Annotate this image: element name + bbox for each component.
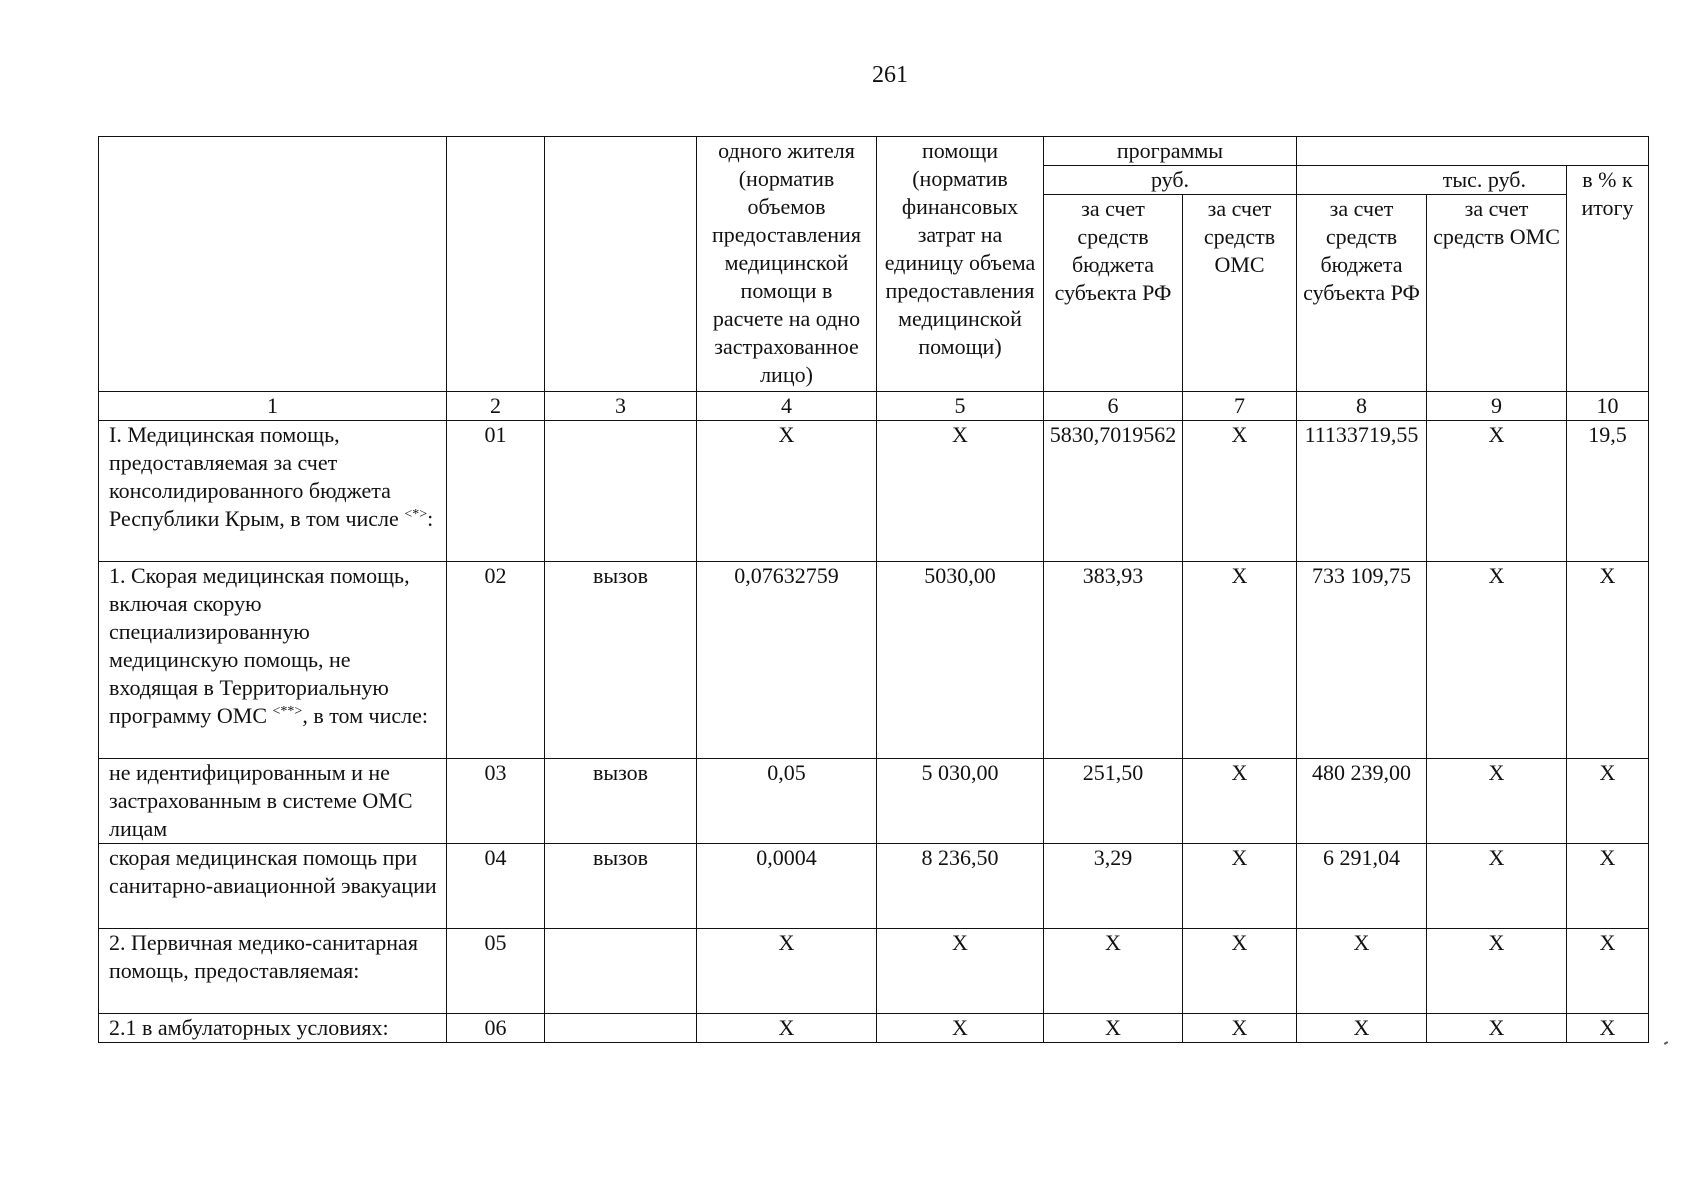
row-c8: 733 109,75	[1297, 562, 1427, 759]
row-c9: X	[1427, 1014, 1567, 1043]
header-program: программы	[1044, 137, 1297, 166]
row-label: 1. Скорая медицинская помощь, включая скорую специализированную медицинскую помощь, не входящая в Территориальную программу ОМС <**>, в том числе:	[99, 562, 447, 759]
row-c6: X	[1044, 1014, 1183, 1043]
col-number: 1	[99, 392, 447, 421]
row-c4: 0,05	[697, 759, 877, 844]
header-c9: за счет средств ОМС	[1427, 195, 1567, 392]
row-unit: вызов	[545, 759, 697, 844]
header-col5: помощи (норматив финансовых затрат на единицу объема предоставления медицинской помощи)	[877, 137, 1044, 392]
scan-mark	[1664, 1041, 1668, 1045]
col-number: 3	[545, 392, 697, 421]
header-rub: руб.	[1044, 166, 1297, 195]
row-c5: 8 236,50	[877, 844, 1044, 929]
row-c8: X	[1297, 1014, 1427, 1043]
row-c7: X	[1183, 421, 1297, 562]
row-c8: 480 239,00	[1297, 759, 1427, 844]
header-blank-col3	[545, 137, 697, 392]
row-code: 05	[447, 929, 545, 1014]
header-thous-rub: тыс. руб.	[1297, 166, 1567, 195]
row-c4: X	[697, 929, 877, 1014]
col-number: 5	[877, 392, 1044, 421]
table-row	[99, 562, 1649, 759]
row-c5: X	[877, 929, 1044, 1014]
row-c9: X	[1427, 929, 1567, 1014]
col-number: 6	[1044, 392, 1183, 421]
row-c7: X	[1183, 562, 1297, 759]
row-code: 02	[447, 562, 545, 759]
row-unit: вызов	[545, 562, 697, 759]
header-blank-col1	[99, 137, 447, 392]
row-unit	[545, 421, 697, 562]
header-pct: в % к итогу	[1567, 166, 1649, 392]
row-c9: X	[1427, 759, 1567, 844]
footnote-marker: <*>	[404, 507, 428, 522]
row-c8: 6 291,04	[1297, 844, 1427, 929]
header-col4: одного жителя (норматив объемов предоставления медицинской помощи в расчете на одно застрахованное лицо)	[697, 137, 877, 392]
row-c4: 0,0004	[697, 844, 877, 929]
row-c5: X	[877, 421, 1044, 562]
table-row	[99, 421, 1649, 562]
row-label: не идентифицированным и не застрахованным в системе ОМС лицам	[99, 759, 447, 844]
budget-table	[98, 136, 1649, 1043]
row-label: 2. Первичная медико-санитарная помощь, предоставляемая:	[99, 929, 447, 1014]
header-blank-right	[1297, 137, 1649, 166]
row-label: 2.1 в амбулаторных условиях:	[99, 1014, 447, 1043]
row-c10: X	[1567, 929, 1649, 1014]
row-c10: X	[1567, 562, 1649, 759]
footnote-marker: <**>	[272, 704, 303, 719]
row-c6: X	[1044, 929, 1183, 1014]
header-row-1	[99, 137, 1649, 166]
row-code: 03	[447, 759, 545, 844]
table-row	[99, 929, 1649, 1014]
row-c8: 11133719,55	[1297, 421, 1427, 562]
row-label: I. Медицинская помощь, предоставляемая за счет консолидированного бюджета Республики Крым, в том числе <*>:	[99, 421, 447, 562]
header-c8: за счет средств бюджета субъекта РФ	[1297, 195, 1427, 392]
row-c6: 383,93	[1044, 562, 1183, 759]
row-c7: X	[1183, 844, 1297, 929]
row-c9: X	[1427, 421, 1567, 562]
row-c6: 3,29	[1044, 844, 1183, 929]
row-c9: X	[1427, 844, 1567, 929]
row-c10: X	[1567, 844, 1649, 929]
row-label: скорая медицинская помощь при санитарно-авиационной эвакуации	[99, 844, 447, 929]
row-c5: 5030,00	[877, 562, 1044, 759]
col-number: 2	[447, 392, 545, 421]
col-number: 10	[1567, 392, 1649, 421]
table-row	[99, 844, 1649, 929]
row-unit	[545, 1014, 697, 1043]
header-blank-col2	[447, 137, 545, 392]
row-c4: X	[697, 421, 877, 562]
row-c10: X	[1567, 1014, 1649, 1043]
row-c7: X	[1183, 1014, 1297, 1043]
row-c10: X	[1567, 759, 1649, 844]
table-row	[99, 1014, 1649, 1043]
header-c7: за счет средств ОМС	[1183, 195, 1297, 392]
row-c6: 5830,7019562	[1044, 421, 1183, 562]
row-c8: X	[1297, 929, 1427, 1014]
page-number: 261	[872, 62, 908, 88]
col-number: 7	[1183, 392, 1297, 421]
row-code: 06	[447, 1014, 545, 1043]
row-c4: 0,07632759	[697, 562, 877, 759]
row-code: 01	[447, 421, 545, 562]
header-c6: за счет средств бюджета субъекта РФ	[1044, 195, 1183, 392]
col-number: 8	[1297, 392, 1427, 421]
row-c7: X	[1183, 929, 1297, 1014]
row-unit	[545, 929, 697, 1014]
row-c9: X	[1427, 562, 1567, 759]
row-code: 04	[447, 844, 545, 929]
row-c5: 5 030,00	[877, 759, 1044, 844]
row-c10: 19,5	[1567, 421, 1649, 562]
col-number: 4	[697, 392, 877, 421]
row-c7: X	[1183, 759, 1297, 844]
column-number-row	[99, 392, 1649, 421]
row-unit: вызов	[545, 844, 697, 929]
row-c4: X	[697, 1014, 877, 1043]
table-row	[99, 759, 1649, 844]
row-c5: X	[877, 1014, 1044, 1043]
col-number: 9	[1427, 392, 1567, 421]
row-c6: 251,50	[1044, 759, 1183, 844]
